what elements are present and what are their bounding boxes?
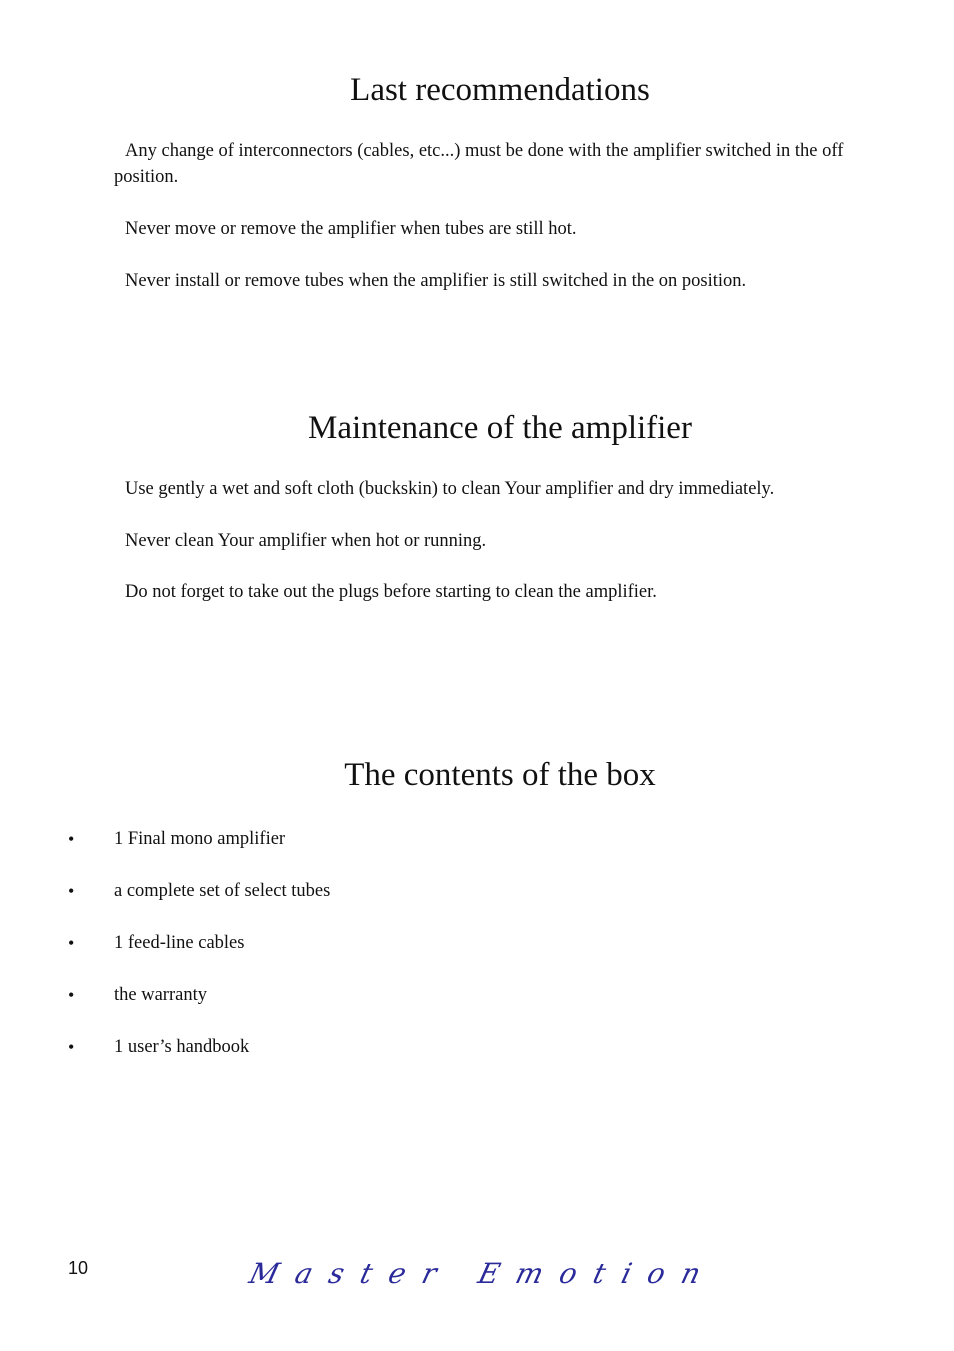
list-item-text: 1 Final mono amplifier [114,829,286,849]
paragraph: Use gently a wet and soft cloth (buckskin) to clean Your amplifier and dry immediately. [125,479,775,499]
paragraph: Any change of interconnectors (cables, etc...) must be done with the amplifier switched in the off position. [114,141,844,187]
list-item-text: a complete set of select tubes [114,881,331,901]
list-item-text: the warranty [114,985,207,1005]
bullet-icon: • [68,1037,75,1057]
paragraph: Do not forget to take out the plugs before starting to clean the amplifier. [125,582,657,602]
bullet-icon: • [68,985,75,1005]
list-item-text: 1 feed-line cables [114,933,245,953]
page-number: 10 [68,1258,89,1278]
section-title-box-contents: The contents of the box [344,757,656,793]
section-title-maintenance: Maintenance of the amplifier [308,410,692,446]
section-title-last-recommendations: Last recommendations [350,72,650,108]
bullet-icon: • [68,829,75,849]
bullet-icon: • [68,881,75,901]
list-item-text: 1 user’s handbook [114,1037,250,1057]
paragraph: Never move or remove the amplifier when tubes are still hot. [125,219,577,239]
footer-brand-logo: Master Emotion [246,1257,722,1290]
paragraph: Never clean Your amplifier when hot or running. [125,531,487,551]
bullet-icon: • [68,933,75,953]
paragraph: Never install or remove tubes when the amplifier is still switched in the on position. [125,271,747,291]
